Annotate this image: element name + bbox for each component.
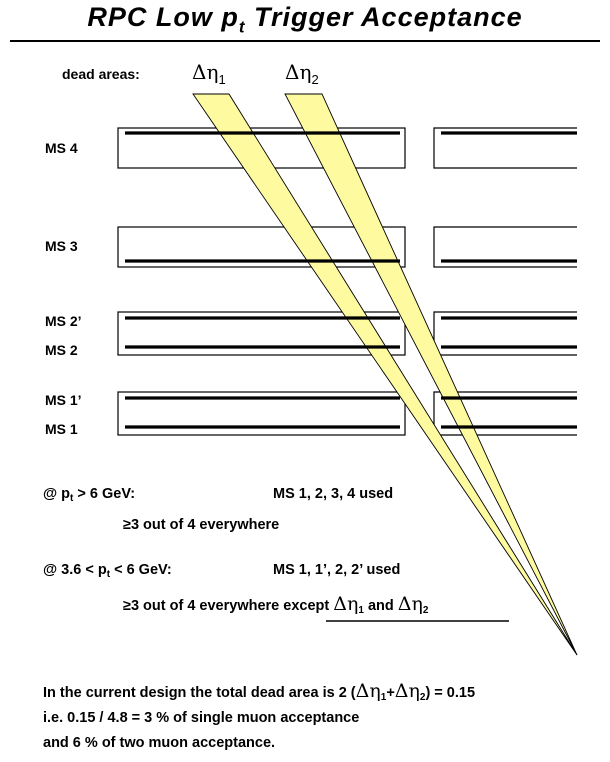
low-pt-condition: @ $3.6 < p_t < 6$ GeV: (43, 562, 172, 580)
footer-single-muon: i.e. 0.15 / 4.8 = 3 % of single muon acceptance (43, 710, 360, 726)
station-label-ms2: MS 2 (45, 342, 78, 358)
station-label-ms1prime: MS 1’ (45, 392, 82, 408)
station-label-ms1: MS 1 (45, 421, 78, 437)
station-label-ms2prime: MS 2’ (45, 313, 82, 329)
footer-two-muon: and 6 % of two muon acceptance. (43, 735, 276, 751)
dead-areas-label: dead areas: (62, 66, 140, 82)
high-pt-stations-used: MS 1, 2, 3, 4 used (273, 486, 394, 502)
low-pt-stations-used: MS 1, 1’, 2, 2’ used (273, 562, 401, 578)
station-label-ms3: MS 3 (45, 238, 78, 254)
page-title: RPC Low $p_t$ Trigger Acceptance (87, 2, 523, 37)
delta-eta2-label: $\Delta\eta_2$ (285, 60, 319, 87)
low-pt-rule: ≥3 out of 4 everywhere except $\Delta\eta_1$ and $\Delta\eta_2$ (123, 593, 429, 616)
station-label-ms4: MS 4 (45, 140, 78, 156)
footer-dead-area-total: In the current design the total dead area is 2 $(\Delta\eta_1+\Delta\eta_2) = 0.15$ (43, 680, 476, 703)
delta-eta1-label: $\Delta\eta_1$ (192, 60, 226, 87)
high-pt-rule: ≥3 out of 4 everywhere (123, 517, 280, 533)
high-pt-condition: @ $p_t > 6$ GeV: (43, 486, 136, 504)
